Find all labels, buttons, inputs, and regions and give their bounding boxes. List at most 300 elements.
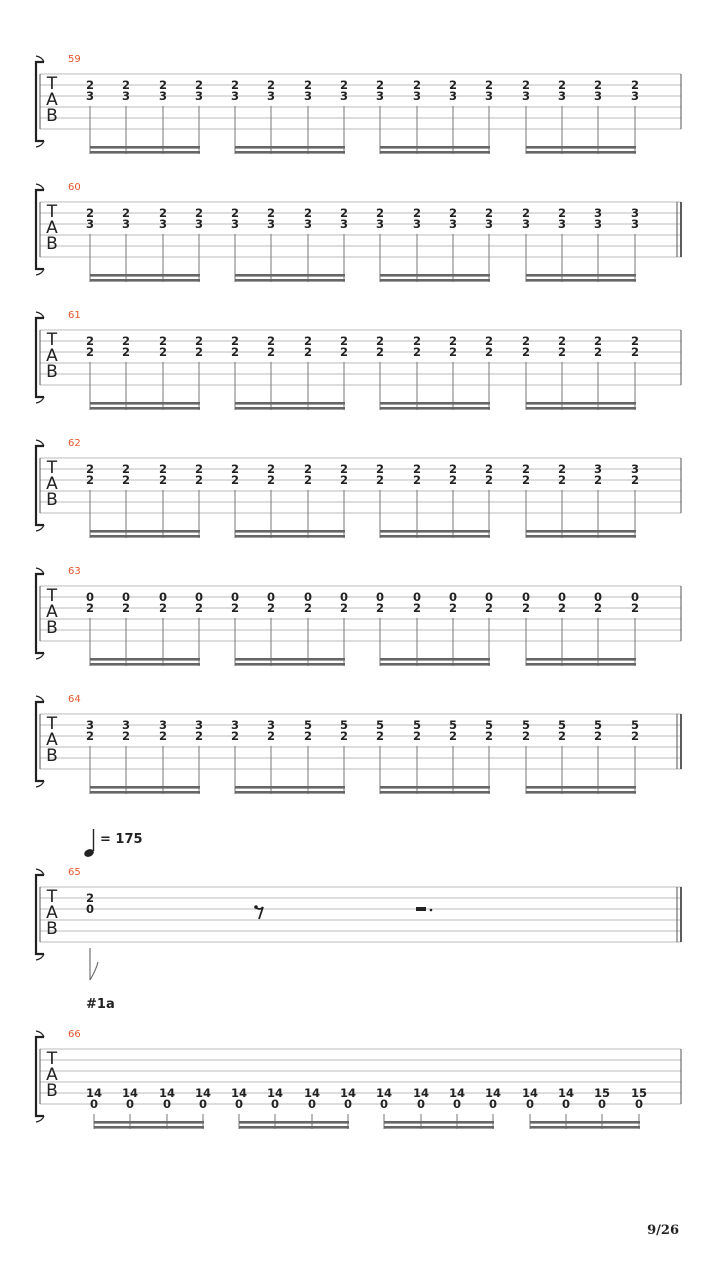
- fret-number: 2: [484, 78, 494, 92]
- beam: [384, 1121, 494, 1124]
- tab-system: [36, 566, 681, 666]
- tab-system: [36, 694, 681, 794]
- beam: [90, 279, 200, 282]
- fret-number: 3: [339, 217, 349, 231]
- beam: [90, 786, 200, 789]
- beam: [90, 530, 200, 533]
- fret-number: 2: [230, 473, 240, 487]
- fret-number: 14: [448, 1086, 466, 1100]
- fret-number: 2: [158, 206, 168, 220]
- fret-number: 3: [448, 217, 458, 231]
- eighth-rest-dot: [254, 905, 258, 909]
- beam: [380, 146, 490, 149]
- fret-number: 0: [375, 590, 385, 604]
- fret-number: 0: [230, 590, 240, 604]
- fret-number: 2: [448, 729, 458, 743]
- fret-number: 3: [266, 89, 276, 103]
- fret-number: 2: [484, 345, 494, 359]
- fret-number: 15: [593, 1086, 611, 1100]
- rest-dot: [430, 909, 433, 912]
- beam: [380, 791, 490, 794]
- fret-number: 5: [303, 718, 313, 732]
- fret-number: 2: [85, 345, 95, 359]
- fret-number: 3: [375, 217, 385, 231]
- fret-number: 0: [194, 590, 204, 604]
- fret-number: 0: [561, 1097, 571, 1111]
- fret-number: 0: [303, 590, 313, 604]
- fret-number: 3: [630, 462, 640, 476]
- half-rest: [416, 907, 426, 911]
- fret-number: 5: [630, 718, 640, 732]
- fret-number: 3: [484, 217, 494, 231]
- fret-number: 2: [521, 473, 531, 487]
- fret-number: 2: [194, 345, 204, 359]
- fret-number: 2: [521, 206, 531, 220]
- fret-number: 2: [630, 729, 640, 743]
- fret-number: 14: [375, 1086, 393, 1100]
- fret-number: 0: [593, 590, 603, 604]
- fret-number: 0: [448, 590, 458, 604]
- bar-number: 65: [68, 867, 81, 878]
- fret-number: 3: [230, 89, 240, 103]
- fret-number: 2: [339, 462, 349, 476]
- fret-number: 0: [198, 1097, 208, 1111]
- fret-number: 2: [230, 78, 240, 92]
- tab-system: [36, 310, 681, 410]
- fret-number: 2: [121, 206, 131, 220]
- beam: [526, 535, 636, 538]
- fret-number: 14: [557, 1086, 575, 1100]
- fret-number: 2: [266, 601, 276, 615]
- fret-number: 3: [85, 217, 95, 231]
- bar-number: 60: [68, 182, 81, 193]
- fret-number: 3: [121, 718, 131, 732]
- fret-number: 15: [630, 1086, 648, 1100]
- fret-number: 2: [484, 601, 494, 615]
- beam: [235, 530, 345, 533]
- tab-clef-letter: B: [46, 618, 58, 638]
- fret-number: 5: [339, 718, 349, 732]
- fret-number: 5: [375, 718, 385, 732]
- fret-number: 0: [488, 1097, 498, 1111]
- tab-system: [36, 182, 681, 282]
- tab-clef-letter: B: [46, 1081, 58, 1101]
- fret-number: 2: [230, 462, 240, 476]
- fret-number: 0: [634, 1097, 644, 1111]
- fret-number: 2: [521, 78, 531, 92]
- beam: [530, 1121, 640, 1124]
- beam: [380, 407, 490, 410]
- beam: [94, 1126, 204, 1129]
- beam: [380, 151, 490, 154]
- fret-number: 3: [194, 718, 204, 732]
- tab-system: [36, 1029, 681, 1129]
- tab-clef-letter: B: [46, 106, 58, 126]
- fret-number: 2: [448, 462, 458, 476]
- fret-number: 2: [303, 206, 313, 220]
- fret-number: 14: [121, 1086, 139, 1100]
- bar-number: 63: [68, 566, 81, 577]
- beam: [380, 786, 490, 789]
- fret-number: 3: [557, 89, 567, 103]
- fret-number: 2: [266, 345, 276, 359]
- fret-number: 2: [630, 601, 640, 615]
- fret-number: 2: [266, 78, 276, 92]
- fret-number: 2: [521, 729, 531, 743]
- tab-system: [36, 438, 681, 538]
- tab-clef-letter: B: [46, 746, 58, 766]
- fret-number: 14: [303, 1086, 321, 1100]
- fret-number: 2: [412, 473, 422, 487]
- fret-number: 14: [194, 1086, 212, 1100]
- fret-number: 3: [339, 89, 349, 103]
- page-number: 9/26: [647, 1223, 679, 1238]
- fret-number: 0: [525, 1097, 535, 1111]
- fret-number: 2: [557, 334, 567, 348]
- beam: [235, 786, 345, 789]
- beam: [90, 658, 200, 661]
- tab-system: [36, 867, 681, 980]
- fret-number: 2: [521, 462, 531, 476]
- fret-number: 2: [557, 462, 567, 476]
- fret-number: 2: [375, 78, 385, 92]
- fret-number: 2: [230, 345, 240, 359]
- fret-number: 5: [593, 718, 603, 732]
- fret-number: 2: [85, 601, 95, 615]
- beam: [526, 402, 636, 405]
- fret-number: 2: [230, 601, 240, 615]
- fret-number: 2: [194, 78, 204, 92]
- beam: [90, 791, 200, 794]
- beam: [235, 151, 345, 154]
- fret-number: 2: [85, 729, 95, 743]
- beam: [380, 279, 490, 282]
- beam: [526, 151, 636, 154]
- fret-number: 3: [521, 217, 531, 231]
- tab-clef-letter: A: [46, 1065, 58, 1085]
- fret-number: 2: [339, 345, 349, 359]
- fret-number: 2: [630, 334, 640, 348]
- fret-number: 2: [412, 601, 422, 615]
- tab-clef-letter: T: [46, 887, 58, 907]
- fret-number: 2: [85, 473, 95, 487]
- beam: [530, 1126, 640, 1129]
- fret-number: 0: [412, 590, 422, 604]
- note-flag: [90, 962, 98, 980]
- fret-number: 2: [303, 601, 313, 615]
- fret-number: 2: [448, 334, 458, 348]
- beam: [526, 658, 636, 661]
- fret-number: 2: [593, 473, 603, 487]
- beam: [384, 1126, 494, 1129]
- beam: [235, 146, 345, 149]
- beam: [526, 279, 636, 282]
- fret-number: 2: [194, 729, 204, 743]
- beam: [235, 658, 345, 661]
- beam: [235, 407, 345, 410]
- fret-number: 2: [375, 345, 385, 359]
- fret-number: 2: [230, 729, 240, 743]
- fret-number: 3: [303, 217, 313, 231]
- fret-number: 2: [557, 345, 567, 359]
- fret-number: 3: [630, 206, 640, 220]
- fret-number: 2: [158, 78, 168, 92]
- fret-number: 2: [593, 334, 603, 348]
- fret-number: 2: [121, 601, 131, 615]
- fret-number: 2: [85, 891, 95, 905]
- fret-number: 0: [343, 1097, 353, 1111]
- fret-number: 0: [521, 590, 531, 604]
- beam: [235, 279, 345, 282]
- fret-number: 2: [375, 206, 385, 220]
- fret-number: 2: [266, 334, 276, 348]
- fret-number: 14: [484, 1086, 502, 1100]
- fret-number: 2: [158, 334, 168, 348]
- fret-number: 2: [266, 462, 276, 476]
- fret-number: 2: [266, 206, 276, 220]
- beam: [526, 530, 636, 533]
- fret-number: 3: [557, 217, 567, 231]
- beam: [235, 402, 345, 405]
- fret-number: 2: [412, 345, 422, 359]
- tab-clef-letter: A: [46, 474, 58, 494]
- fret-number: 3: [484, 89, 494, 103]
- fret-number: 0: [158, 590, 168, 604]
- fret-number: 0: [557, 590, 567, 604]
- tab-system: [36, 54, 681, 154]
- fret-number: 2: [375, 473, 385, 487]
- fret-number: 0: [266, 590, 276, 604]
- fret-number: 2: [158, 345, 168, 359]
- beam: [90, 402, 200, 405]
- fret-number: 2: [557, 206, 567, 220]
- fret-number: 14: [266, 1086, 284, 1100]
- fret-number: 0: [270, 1097, 280, 1111]
- tab-clef-letter: A: [46, 218, 58, 238]
- fret-number: 2: [85, 334, 95, 348]
- fret-number: 2: [557, 601, 567, 615]
- fret-number: 2: [521, 601, 531, 615]
- fret-number: 2: [303, 334, 313, 348]
- fret-number: 2: [121, 345, 131, 359]
- fret-number: 3: [194, 89, 204, 103]
- fret-number: 2: [339, 473, 349, 487]
- fret-number: 0: [307, 1097, 317, 1111]
- fret-number: 2: [521, 334, 531, 348]
- eighth-rest: [255, 907, 263, 919]
- fret-number: 14: [230, 1086, 248, 1100]
- beam: [380, 663, 490, 666]
- fret-number: 2: [630, 473, 640, 487]
- tab-clef-letter: T: [46, 714, 58, 734]
- tab-clef-letter: A: [46, 90, 58, 110]
- tempo-marking: [83, 829, 143, 858]
- fret-number: 14: [339, 1086, 357, 1100]
- fret-number: 2: [158, 729, 168, 743]
- fret-number: 3: [158, 718, 168, 732]
- fret-number: 0: [85, 590, 95, 604]
- fret-number: 2: [593, 78, 603, 92]
- section-label: #1a: [86, 997, 115, 1012]
- bar-number: 59: [68, 54, 81, 65]
- fret-number: 2: [85, 462, 95, 476]
- fret-number: 0: [452, 1097, 462, 1111]
- fret-number: 3: [521, 89, 531, 103]
- fret-number: 2: [593, 601, 603, 615]
- fret-number: 2: [339, 334, 349, 348]
- fret-number: 2: [121, 473, 131, 487]
- beam: [235, 663, 345, 666]
- fret-number: 2: [194, 462, 204, 476]
- tab-clef-letter: A: [46, 346, 58, 366]
- fret-number: 0: [339, 590, 349, 604]
- fret-number: 3: [630, 217, 640, 231]
- fret-number: 3: [412, 89, 422, 103]
- beam: [235, 791, 345, 794]
- beam: [90, 535, 200, 538]
- beam: [90, 663, 200, 666]
- fret-number: 2: [85, 206, 95, 220]
- tab-clef-letter: B: [46, 362, 58, 382]
- fret-number: 3: [230, 217, 240, 231]
- fret-number: 2: [85, 78, 95, 92]
- bar-number: 64: [68, 694, 81, 705]
- fret-number: 2: [375, 334, 385, 348]
- fret-number: 2: [593, 729, 603, 743]
- beam: [90, 146, 200, 149]
- fret-number: 5: [412, 718, 422, 732]
- fret-number: 3: [230, 718, 240, 732]
- fret-number: 2: [557, 78, 567, 92]
- fret-number: 2: [521, 345, 531, 359]
- fret-number: 2: [194, 206, 204, 220]
- fret-number: 2: [303, 462, 313, 476]
- fret-number: 2: [557, 729, 567, 743]
- tab-clef-letter: T: [46, 74, 58, 94]
- tab-clef-letter: T: [46, 330, 58, 350]
- fret-number: 2: [194, 601, 204, 615]
- tab-clef-letter: T: [46, 586, 58, 606]
- beam: [90, 407, 200, 410]
- tab-clef-letter: T: [46, 458, 58, 478]
- tab-clef-letter: A: [46, 903, 58, 923]
- bar-number: 66: [68, 1029, 81, 1040]
- fret-number: 0: [125, 1097, 135, 1111]
- tab-clef-letter: T: [46, 1049, 58, 1069]
- fret-number: 2: [484, 462, 494, 476]
- fret-number: 2: [448, 206, 458, 220]
- fret-number: 2: [630, 78, 640, 92]
- fret-number: 0: [484, 590, 494, 604]
- fret-number: 2: [230, 206, 240, 220]
- fret-number: 3: [375, 89, 385, 103]
- fret-number: 3: [158, 89, 168, 103]
- fret-number: 14: [521, 1086, 539, 1100]
- tab-clef-letter: B: [46, 919, 58, 939]
- fret-number: 2: [339, 78, 349, 92]
- beam: [526, 146, 636, 149]
- tab-clef-letter: B: [46, 234, 58, 254]
- beam: [239, 1126, 349, 1129]
- fret-number: 2: [412, 729, 422, 743]
- beam: [94, 1121, 204, 1124]
- fret-number: 0: [121, 590, 131, 604]
- beam: [380, 530, 490, 533]
- fret-number: 2: [412, 78, 422, 92]
- beam: [235, 274, 345, 277]
- fret-number: 3: [303, 89, 313, 103]
- fret-number: 2: [557, 473, 567, 487]
- fret-number: 2: [194, 334, 204, 348]
- fret-number: 0: [630, 590, 640, 604]
- fret-number: 2: [375, 601, 385, 615]
- fret-number: 3: [158, 217, 168, 231]
- fret-number: 14: [85, 1086, 103, 1100]
- fret-number: 5: [557, 718, 567, 732]
- beam: [526, 663, 636, 666]
- fret-number: 2: [339, 729, 349, 743]
- fret-number: 2: [121, 729, 131, 743]
- fret-number: 2: [339, 206, 349, 220]
- beam: [526, 274, 636, 277]
- fret-number: 2: [484, 729, 494, 743]
- fret-number: 0: [379, 1097, 389, 1111]
- fret-number: 2: [303, 345, 313, 359]
- bar-number: 62: [68, 438, 81, 449]
- fret-number: 2: [448, 345, 458, 359]
- fret-number: 2: [484, 334, 494, 348]
- fret-number: 3: [121, 89, 131, 103]
- fret-number: 2: [194, 473, 204, 487]
- fret-number: 3: [593, 462, 603, 476]
- fret-number: 0: [89, 1097, 99, 1111]
- fret-number: 5: [448, 718, 458, 732]
- fret-number: 5: [521, 718, 531, 732]
- tab-clef-letter: A: [46, 730, 58, 750]
- fret-number: 3: [85, 89, 95, 103]
- fret-number: 14: [158, 1086, 176, 1100]
- beam: [380, 535, 490, 538]
- fret-number: 0: [234, 1097, 244, 1111]
- fret-number: 2: [484, 473, 494, 487]
- fret-number: 14: [412, 1086, 430, 1100]
- fret-number: 2: [412, 462, 422, 476]
- fret-number: 2: [121, 334, 131, 348]
- beam: [380, 402, 490, 405]
- fret-number: 2: [484, 206, 494, 220]
- fret-number: 3: [593, 217, 603, 231]
- bar-number: 61: [68, 310, 81, 321]
- fret-number: 3: [630, 89, 640, 103]
- fret-number: 2: [121, 462, 131, 476]
- fret-number: 2: [303, 78, 313, 92]
- fret-number: 2: [158, 601, 168, 615]
- fret-number: 2: [448, 78, 458, 92]
- beam: [380, 274, 490, 277]
- tab-clef-letter: T: [46, 202, 58, 222]
- fret-number: 2: [412, 206, 422, 220]
- fret-number: 2: [266, 729, 276, 743]
- fret-number: 3: [448, 89, 458, 103]
- fret-number: 3: [121, 217, 131, 231]
- fret-number: 2: [375, 462, 385, 476]
- fret-number: 3: [593, 89, 603, 103]
- fret-number: 2: [266, 473, 276, 487]
- tab-clef-letter: B: [46, 490, 58, 510]
- beam: [235, 535, 345, 538]
- fret-number: 2: [593, 345, 603, 359]
- fret-number: 0: [162, 1097, 172, 1111]
